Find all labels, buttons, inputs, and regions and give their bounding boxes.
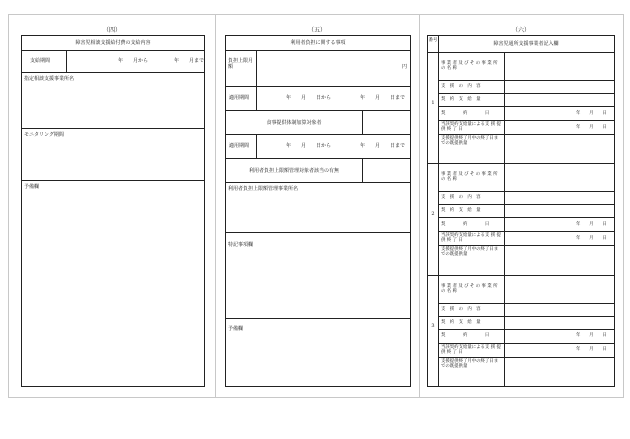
section-6-table (427, 35, 615, 387)
apply-period-from[interactable]: 年 月 日から (286, 95, 332, 101)
entry-number: 1 (431, 100, 435, 106)
support-content-label: 支 援 の 内 容 (441, 195, 481, 201)
meal-provision-label: 食事提供体制加算対象者 (266, 120, 322, 126)
support-period-from[interactable]: 年 月から (118, 58, 149, 64)
reserve-label-s4: 予備欄 (24, 184, 40, 190)
reserve-label-s5: 予備欄 (228, 326, 244, 332)
special-notes-label: 特記事項欄 (228, 242, 254, 248)
entry-number: 3 (431, 322, 435, 329)
contract-date-value[interactable]: 年 月 日 (576, 221, 607, 227)
provided-amount-label: 支援提供終了月中の終了日までの既提供量 (441, 136, 499, 146)
office-name-label: 事 業 者 及 び そ の 事 業 所 の 名 称 (441, 61, 498, 71)
section-5-table (225, 35, 411, 387)
support-content-label: 支 援 の 内 容 (441, 306, 481, 312)
yen-unit: 円 (402, 64, 408, 70)
office-name-label: 事 業 者 及 び そ の 事 業 所 の 名 称 (441, 172, 498, 183)
burden-limit-label: 負担上限月額 (228, 58, 254, 70)
apply-period-label-2: 適用期間 (229, 143, 250, 149)
contract-date-value[interactable]: 年 月 日 (576, 110, 607, 116)
support-end-date-value[interactable]: 年 月 日 (576, 124, 607, 130)
section-4-title: 障害児相談支援給付費の支給内容 (75, 40, 151, 46)
page-divider-left (215, 15, 216, 397)
apply-period-to[interactable]: 年 月 日まで (360, 95, 406, 101)
consultation-office-label: 指定相談支援事業所名 (24, 76, 75, 82)
apply-period-from-2[interactable]: 年 月 日から (286, 143, 332, 149)
support-period-to[interactable]: 年 月まで (174, 58, 205, 64)
section-5-title: 利用者負担に関する事項 (290, 40, 346, 46)
support-period-label: 支給期間 (30, 58, 51, 64)
contract-date-value[interactable]: 年 月 日 (576, 333, 607, 339)
monitoring-period-label: モニタリング期間 (24, 132, 64, 138)
contract-date-label: 契 約 日 (441, 221, 490, 227)
burden-management-label: 利用者負担上限額管理対象者該当の有無 (248, 168, 339, 174)
contract-amount-label: 契 約 支 給 量 (441, 97, 481, 102)
section-6-heading: （六） (511, 27, 530, 34)
section-5-heading: （五） (307, 27, 326, 34)
section-6-title: 障害児通所支援事業者記入欄 (493, 41, 559, 47)
provided-amount-label: 支援提供終了月中の終了日までの既提供量 (441, 358, 499, 369)
support-end-date-value[interactable]: 年 月 日 (576, 347, 607, 353)
number-column-label: 番号 (428, 38, 438, 43)
apply-period-to-2[interactable]: 年 月 日まで (360, 143, 406, 149)
support-end-date-value[interactable]: 年 月 日 (576, 235, 607, 241)
contract-amount-label: 契 約 支 給 量 (441, 208, 481, 214)
support-end-date-label: 当該契約支給量による支 援 提 供 終 了 日 (441, 344, 501, 355)
support-content-label: 支 援 の 内 容 (441, 84, 481, 89)
management-office-label: 利用者負担上限額管理事業所名 (228, 186, 299, 192)
support-end-date-label: 当該契約支給量による支 援 提 供 終 了 日 (441, 233, 501, 244)
section-4-heading: （四） (102, 27, 121, 34)
contract-amount-label: 契 約 支 給 量 (441, 319, 481, 325)
contract-date-label: 契 約 日 (441, 110, 490, 116)
apply-period-label: 適用期間 (229, 95, 250, 101)
section-4-table (21, 35, 205, 387)
contract-date-label: 契 約 日 (441, 333, 490, 339)
page-divider-right (419, 15, 420, 397)
office-name-label: 事 業 者 及 び そ の 事 業 所 の 名 称 (441, 283, 498, 294)
entry-number: 2 (431, 211, 435, 218)
certificate-page (8, 14, 624, 398)
support-end-date-label: 当該契約支給量による支 援 提 供 終 了 日 (441, 122, 501, 132)
provided-amount-label: 支援提供終了月中の終了日までの既提供量 (441, 247, 499, 258)
